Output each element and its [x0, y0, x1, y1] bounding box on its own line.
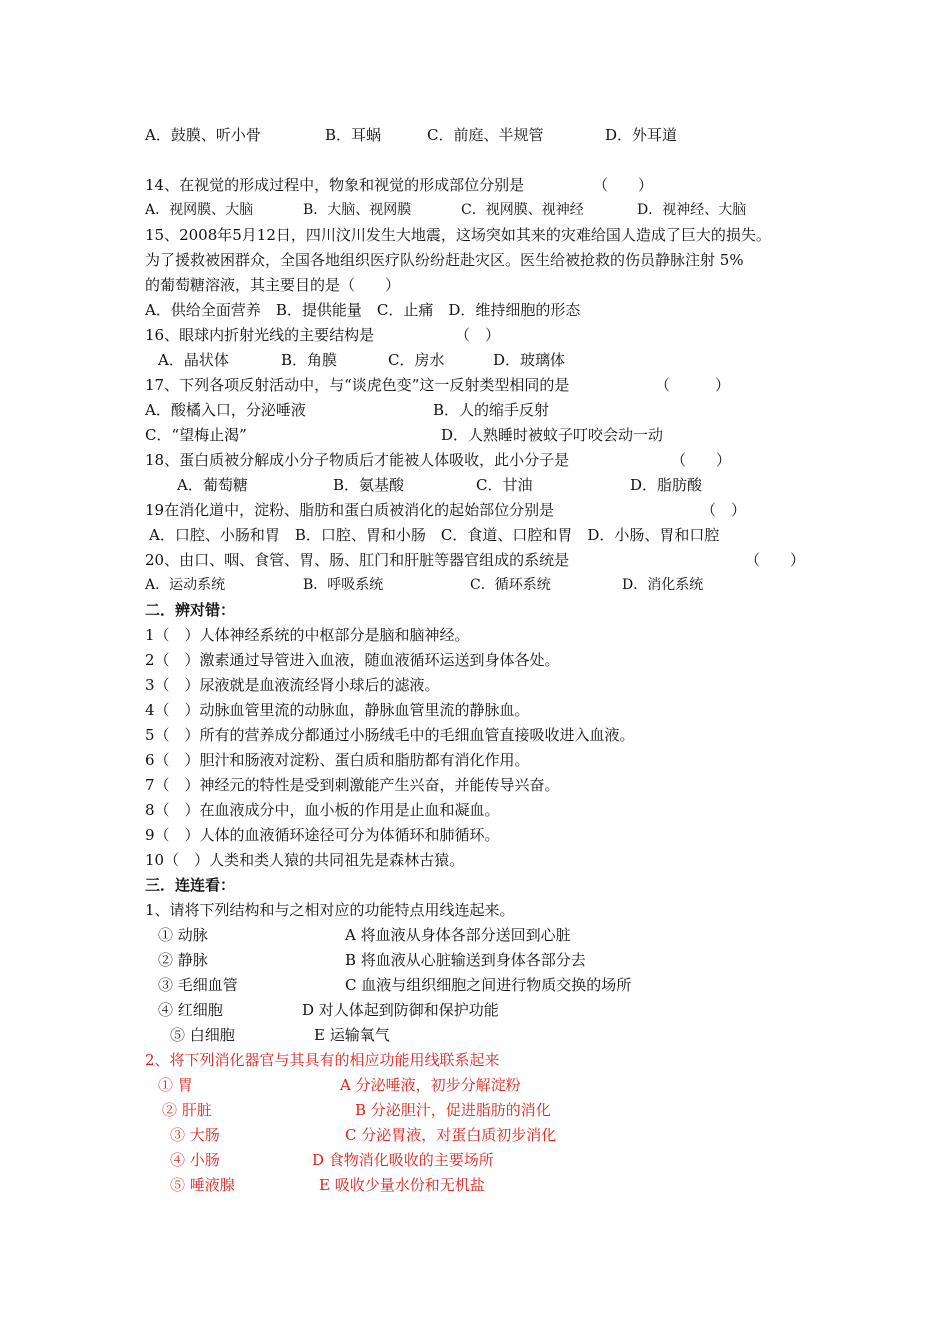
q1-structure-left: ④ 红细胞 [158, 1001, 223, 1019]
q18-option-d: D．脂肪酸 [630, 476, 703, 494]
q13-option-a: A．鼓膜、听小骨 [145, 126, 261, 144]
q17-option-a: A．酸橘入口，分泌唾液 [145, 401, 306, 419]
q1-structure-left: ② 静脉 [158, 951, 208, 969]
q14-option-c: C．视网膜、视神经 [461, 202, 584, 218]
q16-option-b: B．角膜 [281, 351, 338, 369]
q2-function-right: B 分泌胆汁，促进脂肪的消化 [355, 1101, 551, 1119]
q1-function-right: A 将血液从身体各部分送回到心脏 [345, 926, 571, 944]
q2-organ-left: ③ 大肠 [170, 1126, 220, 1144]
q2-organ-left: ④ 小肠 [170, 1151, 220, 1169]
q1-function-right: C 血液与组织细胞之间进行物质交换的场所 [345, 976, 632, 994]
section2-item: 4（ ）动脉血管里流的动脉血，静脉血管里流的静脉血。 [145, 701, 530, 719]
q14-option-b: B．大脑、视网膜 [303, 202, 412, 218]
q16-option-a: A．晶状体 [158, 351, 229, 369]
q19-answer-paren: （ ） [701, 501, 747, 519]
q15-options: A．供给全面营养 B．提供能量 C．止痛 D．维持细胞的形态 [145, 301, 581, 319]
section2-item: 9（ ）人体的血液循环途径可分为体循环和肺循环。 [145, 826, 500, 844]
q17-stem: 17、下列各项反射活动中，与“谈虎色变”这一反射类型相同的是 [145, 376, 570, 394]
q2-function-right: C 分泌胃液，对蛋白质初步消化 [345, 1126, 557, 1144]
q2-organ-left: ⑤ 唾液腺 [170, 1176, 235, 1194]
q13-option-d: D．外耳道 [605, 126, 678, 144]
q2-function-right: E 吸收少量水份和无机盐 [319, 1176, 485, 1194]
q15-line-3: 的葡萄糖溶液，其主要目的是（ ） [145, 276, 401, 294]
q13-option-b: B．耳蜗 [325, 126, 382, 144]
q16-option-d: D．玻璃体 [493, 351, 566, 369]
q18-answer-paren: （ ） [671, 451, 732, 469]
q2-function-right: A 分泌唾液，初步分解淀粉 [340, 1076, 521, 1094]
q1-function-right: D 对人体起到防御和保护功能 [302, 1001, 499, 1019]
q17-option-b: B．人的缩手反射 [433, 401, 550, 419]
q1-structure-left: ③ 毛细血管 [158, 976, 238, 994]
q14-answer-paren: （ ） [593, 176, 654, 194]
section2-item: 5（ ）所有的营养成分都通过小肠绒毛中的毛细血管直接吸收进入血液。 [145, 726, 635, 744]
q16-option-c: C．房水 [388, 351, 445, 369]
q2-organ-left: ① 胃 [158, 1076, 193, 1094]
q20-stem: 20、由口、咽、食管、胃、肠、肛门和肝脏等器官组成的系统是 [145, 551, 570, 569]
q18-option-b: B．氨基酸 [333, 476, 405, 494]
section2-item: 10（ ）人类和类人猿的共同祖先是森林古猿。 [145, 851, 465, 869]
q20-option-c: C．循环系统 [470, 577, 551, 593]
section2-item: 8（ ）在血液成分中，血小板的作用是止血和凝血。 [145, 801, 500, 819]
q17-answer-paren: （ ） [655, 376, 731, 394]
q1-function-right: E 运输氧气 [314, 1026, 390, 1044]
q19-options: A．口腔、小肠和胃 B．口腔、胃和小肠 C．食道、口腔和胃 D．小肠、胃和口腔 [149, 526, 720, 544]
q20-answer-paren: （ ） [745, 551, 806, 569]
q18-stem: 18、蛋白质被分解成小分子物质后才能被人体吸收，此小分子是 [145, 451, 570, 469]
q18-option-a: A．葡萄糖 [177, 476, 248, 494]
q18-option-c: C．甘油 [476, 476, 533, 494]
q14-stem: 14、在视觉的形成过程中，物象和视觉的形成部位分别是 [145, 176, 525, 194]
q1-structure-left: ⑤ 白细胞 [170, 1026, 235, 1044]
section3-q2-stem: 2、将下列消化器官与其具有的相应功能用线联系起来 [145, 1051, 500, 1069]
q1-structure-left: ① 动脉 [158, 926, 208, 944]
section2-item: 2（ ）激素通过导管进入血液，随血液循环运送到身体各处。 [145, 651, 560, 669]
q19-stem: 19在消化道中，淀粉、脂肪和蛋白质被消化的起始部位分别是 [145, 501, 555, 519]
q15-line-1: 15、2008年5月12日，四川汶川发生大地震，这场突如其来的灾难给国人造成了巨大的损失。 [145, 226, 771, 244]
q17-option-c: C．“望梅止渴” [145, 426, 247, 444]
q14-option-d: D．视神经、大脑 [637, 202, 747, 218]
q20-option-b: B．呼吸系统 [303, 577, 384, 593]
q2-function-right: D 食物消化吸收的主要场所 [312, 1151, 494, 1169]
q20-option-a: A．运动系统 [145, 577, 226, 593]
section2-item: 3（ ）尿液就是血液流经肾小球后的滤液。 [145, 676, 440, 694]
q20-option-d: D．消化系统 [622, 577, 704, 593]
q1-function-right: B 将血液从心脏输送到身体各部分去 [345, 951, 586, 969]
section3-q1-stem: 1、请将下列结构和与之相对应的功能特点用线连起来。 [145, 901, 515, 919]
q15-line-2: 为了援救被困群众，全国各地组织医疗队纷纷赶赴灾区。医生给被抢救的伤员静脉注射 5% [145, 251, 744, 269]
section2-title: 二．辨对错： [145, 601, 236, 619]
q17-option-d: D．人熟睡时被蚊子叮咬会动一动 [441, 426, 664, 444]
q16-answer-paren: （ ） [455, 326, 501, 344]
q16-stem: 16、眼球内折射光线的主要结构是 [145, 326, 375, 344]
section2-item: 7（ ）神经元的特性是受到刺激能产生兴奋，并能传导兴奋。 [145, 776, 560, 794]
q13-option-c: C．前庭、半规管 [427, 126, 544, 144]
section2-item: 6（ ）胆汁和肠液对淀粉、蛋白质和脂肪都有消化作用。 [145, 751, 530, 769]
section2-item: 1（ ）人体神经系统的中枢部分是脑和脑神经。 [145, 626, 470, 644]
q2-organ-left: ② 肝脏 [162, 1101, 212, 1119]
q14-option-a: A．视网膜、大脑 [145, 202, 254, 218]
section3-title: 三．连连看： [145, 876, 236, 894]
